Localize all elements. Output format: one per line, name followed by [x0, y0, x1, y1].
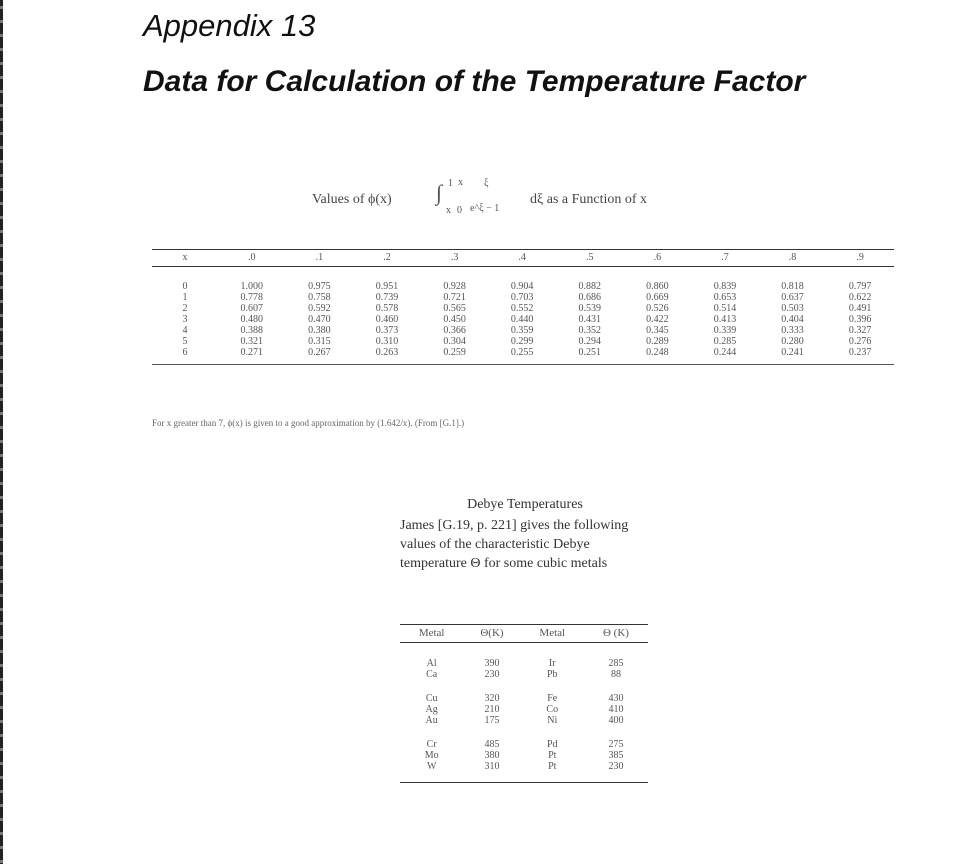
formula-integrand-top: ξ	[484, 178, 489, 189]
phi-col-6: .6	[653, 252, 662, 263]
table-cell: Co	[546, 704, 559, 715]
table-cell: 0.271	[240, 347, 264, 358]
table-cell: 0.280	[781, 336, 804, 347]
table-cell: Ir	[548, 658, 556, 669]
table-row	[152, 325, 894, 336]
table-cell: 0.345	[646, 325, 669, 336]
table-cell: 0.592	[308, 303, 331, 314]
page-title: Data for Calculation of the Temperature Factor	[143, 65, 806, 98]
table-cell: 310	[484, 761, 500, 772]
table-cell: 0.404	[781, 314, 804, 325]
debye-col-theta-1: Θ(K)	[480, 627, 504, 639]
phi-col-9: .9	[856, 252, 864, 263]
page-spine-edge	[0, 0, 3, 864]
table-cell: 410	[608, 704, 624, 715]
table-cell: 0.327	[848, 325, 872, 336]
table-cell: Ag	[425, 704, 438, 715]
table-cell: Al	[426, 658, 437, 669]
table-cell: 0.450	[443, 314, 466, 325]
table-cell: 230	[484, 669, 500, 680]
table-cell: 4	[182, 325, 188, 336]
table-cell: 0.470	[308, 314, 331, 325]
table-cell: Pb	[546, 669, 558, 680]
table-row	[152, 347, 894, 365]
table-cell: 0.352	[578, 325, 602, 336]
table-cell: 175	[484, 715, 500, 726]
table-cell: 0.703	[510, 292, 534, 303]
table-cell: 0.514	[713, 303, 737, 314]
table-cell: 0.860	[646, 281, 669, 292]
table-cell: 285	[608, 658, 624, 669]
table-cell: 0.431	[578, 314, 602, 325]
table-cell: 390	[484, 658, 500, 669]
table-cell: 1.000	[240, 281, 264, 292]
table-row	[152, 292, 894, 303]
debye-col-metal-2: Metal	[539, 627, 566, 639]
table-cell: 0.263	[375, 347, 399, 358]
table-cell: 0.526	[646, 303, 669, 314]
table-cell: 0.299	[510, 336, 534, 347]
formula-integrand-bottom: e^ξ − 1	[470, 203, 500, 214]
table-cell: 0.686	[578, 292, 602, 303]
table-cell: Pt	[548, 750, 557, 761]
table-cell: Pt	[548, 761, 557, 772]
table-cell: 0.251	[578, 347, 602, 358]
table-cell: 0.480	[240, 314, 264, 325]
table-cell: 0.339	[713, 325, 737, 336]
debye-col-metal-1: Metal	[418, 627, 445, 639]
table-cell: 0.721	[443, 292, 466, 303]
table-cell: 0.739	[375, 292, 399, 303]
table-cell: 0.904	[510, 281, 534, 292]
table-cell: 230	[608, 761, 624, 772]
table-cell: 485	[484, 739, 500, 750]
table-row	[152, 267, 894, 293]
phi-col-3: .3	[450, 252, 459, 263]
table-cell: Mo	[424, 750, 439, 761]
table-cell: 0.359	[510, 325, 534, 336]
phi-values-table	[152, 249, 894, 365]
table-cell: 0.321	[240, 336, 264, 347]
table-row	[400, 726, 648, 750]
table-cell: 0	[182, 281, 188, 292]
table-row	[152, 336, 894, 347]
table-cell: 0.304	[443, 336, 466, 347]
table-cell: 0.565	[443, 303, 466, 314]
table-cell: 320	[484, 693, 500, 704]
debye-col-theta-2: Θ (K)	[602, 627, 629, 639]
table-cell: 0.237	[848, 347, 872, 358]
table-cell: 0.951	[375, 281, 399, 292]
table-row	[400, 669, 648, 680]
table-cell: 0.396	[848, 314, 872, 325]
table-cell: 430	[608, 693, 624, 704]
table-cell: 0.310	[375, 336, 399, 347]
table-cell: 0.578	[375, 303, 399, 314]
table-cell: Pd	[546, 739, 558, 750]
table-cell: 210	[484, 704, 500, 715]
table-cell: 0.373	[375, 325, 399, 336]
table-cell: 0.637	[781, 292, 804, 303]
phi-col-1: .1	[315, 252, 324, 263]
table-cell: 0.248	[646, 347, 669, 358]
table-cell: 0.975	[308, 281, 331, 292]
phi-col-2: .2	[383, 252, 391, 263]
formula-fraction-bottom: x	[446, 205, 451, 216]
table-cell: 0.758	[308, 292, 331, 303]
formula-integral-lower: 0	[457, 205, 462, 216]
table-cell: 0.797	[848, 281, 872, 292]
table-cell: 1	[182, 292, 188, 303]
formula-fraction-top: 1	[448, 178, 453, 189]
phi-col-0: .0	[248, 252, 256, 263]
table-cell: 0.778	[240, 292, 264, 303]
phi-col-7: .7	[721, 252, 729, 263]
table-row	[400, 704, 648, 715]
phi-table-header-row	[152, 250, 894, 267]
table-row	[400, 750, 648, 761]
table-cell: 0.552	[510, 303, 534, 314]
table-cell: 2	[182, 303, 188, 314]
debye-description: James [G.19, p. 221] gives the following values of the characteristic Debye temperature Θ for some cubic metals	[400, 518, 629, 571]
table-row	[400, 680, 648, 704]
phi-col-4: .4	[518, 252, 526, 263]
table-row	[152, 303, 894, 314]
table-cell: 0.422	[646, 314, 669, 325]
table-cell: 3	[182, 314, 188, 325]
appendix-label: Appendix 13	[143, 8, 316, 43]
table-cell: 0.244	[713, 347, 737, 358]
table-cell: 385	[608, 750, 624, 761]
table-cell: 0.289	[646, 336, 669, 347]
debye-temperature-table	[400, 624, 648, 783]
table-cell: 0.294	[578, 336, 602, 347]
table-cell: 0.259	[443, 347, 466, 358]
table-cell: 88	[610, 669, 621, 680]
table-cell: 0.267	[308, 347, 331, 358]
formula-tail: dξ as a Function of x	[530, 192, 648, 207]
table-cell: 0.380	[308, 325, 331, 336]
table-cell: 0.928	[443, 281, 466, 292]
table-cell: 0.440	[510, 314, 534, 325]
table-cell: 0.388	[240, 325, 264, 336]
table-cell: 0.491	[848, 303, 872, 314]
table-row	[152, 314, 894, 325]
debye-table-header-row	[400, 625, 648, 643]
table-cell: 0.241	[781, 347, 804, 358]
table-cell: 0.818	[781, 281, 804, 292]
table-cell: 0.276	[848, 336, 872, 347]
table-cell: 6	[182, 347, 188, 358]
table-cell: 380	[484, 750, 500, 761]
formula-label: Values of ϕ(x)	[312, 192, 392, 207]
table-cell: Fe	[547, 693, 558, 704]
table-cell: 0.839	[713, 281, 737, 292]
table-cell: 0.255	[510, 347, 534, 358]
table-row	[400, 761, 648, 783]
phi-col-5: .5	[586, 252, 594, 263]
table-cell: 0.669	[646, 292, 669, 303]
table-cell: 0.503	[781, 303, 804, 314]
table-cell: Cu	[425, 693, 438, 704]
table-cell: Au	[425, 715, 438, 726]
table-cell: 0.366	[443, 325, 466, 336]
table-row	[400, 715, 648, 726]
table-cell: 0.622	[848, 292, 872, 303]
phi-col-8: .8	[788, 252, 797, 263]
table-cell: 0.607	[240, 303, 264, 314]
table-cell: 0.413	[713, 314, 737, 325]
table-cell: 0.653	[713, 292, 737, 303]
table-cell: 5	[182, 336, 188, 347]
debye-section-title: Debye Temperatures	[467, 497, 583, 512]
table-cell: Cr	[426, 739, 437, 750]
table-cell: W	[426, 761, 437, 772]
table-cell: 275	[608, 739, 624, 750]
table-cell: 0.333	[781, 325, 804, 336]
phi-table-footnote: For x greater than 7, ϕ(x) is given to a good approximation by (1.642/x). (From [G.1].)	[152, 418, 465, 428]
phi-col-x: x	[182, 252, 188, 263]
table-cell: 0.539	[578, 303, 602, 314]
table-cell: 0.315	[308, 336, 331, 347]
table-cell: 0.460	[375, 314, 399, 325]
table-cell: 0.882	[578, 281, 602, 292]
integral-sign: ∫	[436, 180, 443, 205]
table-cell: Ni	[547, 715, 558, 726]
table-row	[400, 643, 648, 670]
formula-integral-upper: x	[458, 177, 463, 188]
table-cell: 0.285	[713, 336, 737, 347]
table-cell: Ca	[426, 669, 438, 680]
table-cell: 400	[608, 715, 624, 726]
